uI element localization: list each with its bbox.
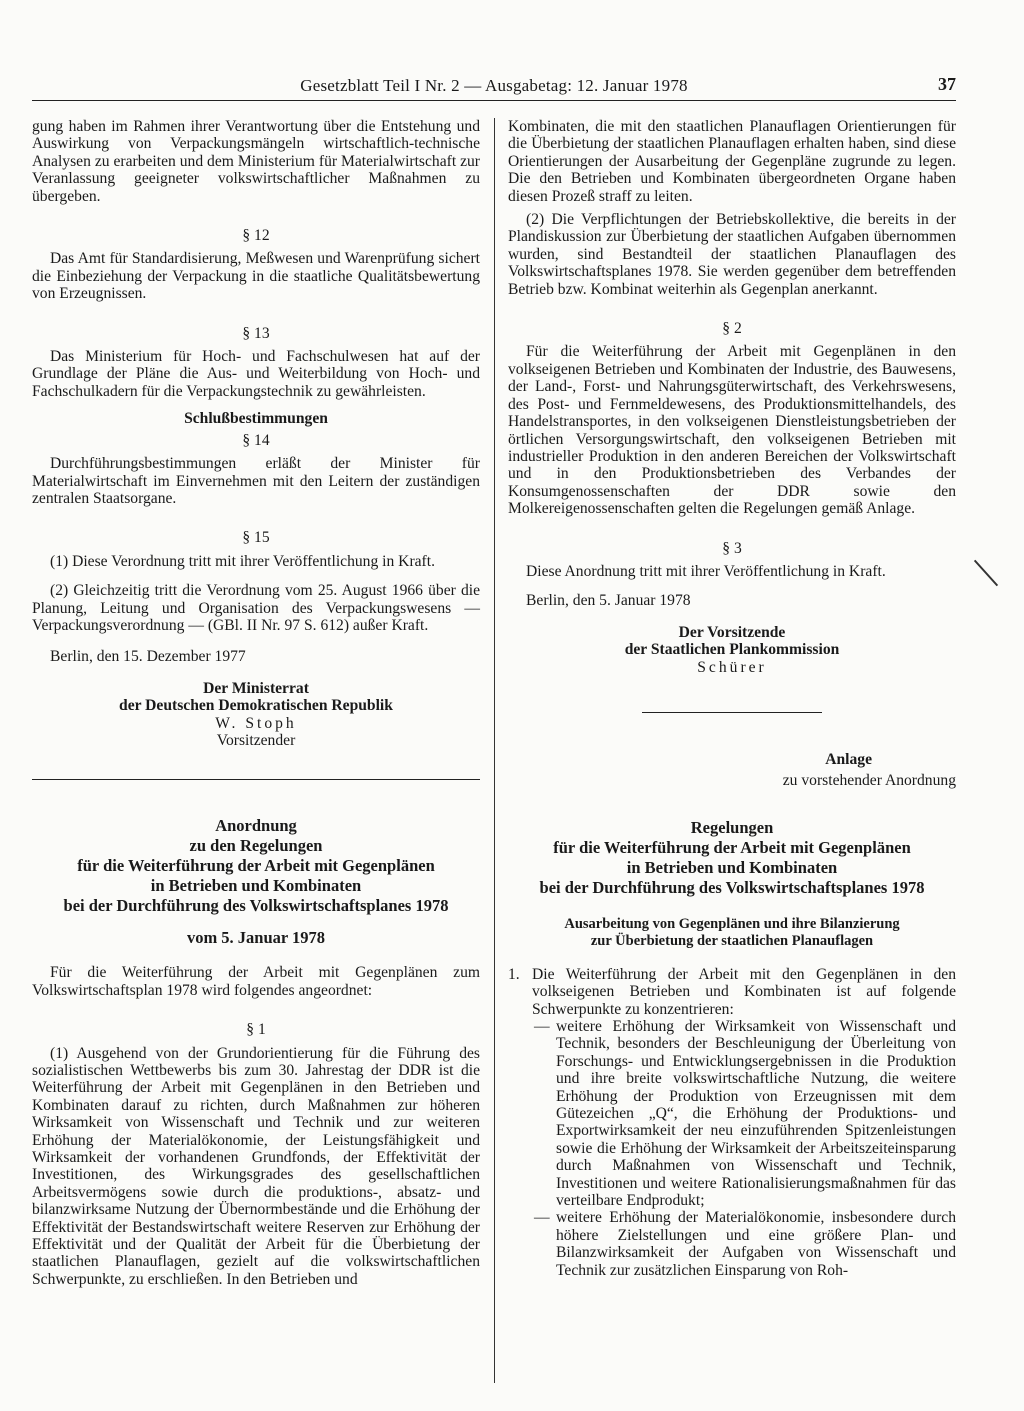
item-1-text: Die Weiterführung der Arbeit mit den Gegenplänen in den volkseigenen Betrieben und Kombinaten ist auf folgende Schwerpunkte zu konzentrieren: xyxy=(532,965,956,1018)
ordinance-date: vom 5. Januar 1978 xyxy=(186,928,326,948)
intro-paragraph: gung haben im Rahmen ihrer Verantwortung über die Entstehung und Auswirkung von Verpackungsmängeln wirtschaftlich-technische Analysen zu erarbeiten und dem Ministerium für Materialwirtschaft zur Veranlassung geeigneter volkswirtschaftlicher Maßnahmen zu übergeben. xyxy=(32,118,480,205)
header-title: Gesetzblatt Teil I Nr. 2 — Ausgabetag: 12. Januar 1978 xyxy=(300,76,688,95)
section-2-text: Für die Weiterführung der Arbeit mit Gegenplänen in den volkseigenen Betrieben und Kombinaten der Industrie, des Bauwesens, der Land-, Forst- und Nahrungsgüterwirtschaft, des Verkehrswesens, des Post- und Fernmeldewesens, des Produktionsmittelhandels, des Handelstransportes, in den volkseigenen Dienstleistungsbetrieben der örtlichen Versorgungswirtschaft, den volkseigenen Betrieben mit industrieller Produktion in den anderen Bereichen der Volkswirtschaft und in den Produktionsbetrieben des Verbandes der Konsumgenossenschaften der DDR sowie den Molkereigenossenschaften gelten die Regelungen gemäß Anlage. xyxy=(508,343,956,518)
list-item: — weitere Erhöhung der Wirksamkeit von Wissenschaft und Technik, besonders der Beschleunigung der Überleitung von Forschungs- und Entwicklungsergebnissen in die Produktion und ihre breite volkswirtschaftliche Nutzung, die weitere Erhöhung der Produktion von Erzeugnissen mit dem Gütezeichen „Q“, die Erhöhung der Produktions- und Exportwirksamkeit der neu einzuführenden Spitzenleistungen sowie die Erhöhung der Wirksamkeit der Arbeitszeiteinsparung durch Maßnahmen von Wissenschaft und Technik, Investitionen und weitere Rationalisierungsmaßnahmen für das verteilbare Endprodukt; xyxy=(528,1018,956,1209)
signature-name: W. Stoph xyxy=(215,714,297,732)
section-14-heading: § 14 xyxy=(242,431,270,449)
continued-paragraph: Kombinaten, die mit den staatlichen Planauflagen Orientierungen für die Überbietung der staatlichen Planauflagen erhalten haben, sind diese Orientierungen der Ausarbeitung der Gegenpläne zugrunde zu legen. Die den Betrieben und Kombinaten übergeordneten Organe haben diesen Prozeß straff zu leiten. xyxy=(508,118,956,205)
section-13-text: Das Ministerium für Hoch- und Fachschulwesen hat auf der Grundlage der Pläne die Aus- und Weiterbildung von Hoch- und Fachschulkadern für die Verpackungstechnik zu gewährleisten. xyxy=(32,348,480,400)
page-header xyxy=(32,74,956,101)
subheading-line-1: Ausarbeitung von Gegenplänen und ihre Bilanzierung xyxy=(564,915,900,932)
annex-subtitle: zu vorstehender Anordnung xyxy=(782,772,956,790)
section-1-paragraph-2: (2) Die Verpflichtungen der Betriebskollektive, die bereits in der Plandiskussion zur Überbietung der staatlichen Aufgaben übernommen wurden, sind Bestandteil der staatlichen Planauflagen des Volkswirtschaftsplanes 1978. Sie werden gegenüber dem betreffenden Betrieb bzw. Kombinat weiterhin als Gegenplan anerkannt. xyxy=(508,211,956,298)
subheading xyxy=(508,916,956,950)
signature2-line-2: der Staatlichen Plankommission xyxy=(624,641,840,659)
section-12-text: Das Amt für Standardisierung, Meßwesen und Warenprüfung sichert die Einbeziehung der Verpackung in die staatliche Qualitätsbewertung von Erzeugnissen. xyxy=(32,250,480,303)
ordinance-title-line-2: zu den Regelungen xyxy=(189,836,323,856)
final-provisions-heading: Schlußbestimmungen xyxy=(184,410,328,428)
section-1-paragraph-1: (1) Ausgehend von der Grundorientierung für die Führung des sozialistischen Wettbewerbs bis zum 30. Jahrestag der DDR ist die Weiterführung der Arbeit mit Gegenplänen in den Betrieben und Kombinaten darauf zu richten, durch Maßnahmen zur höheren Wirksamkeit von Wissenschaft und Technik und zur weiteren Erhöhung der Materialökonomie, der Leistungsfähigkeit und Wirksamkeit der vorhandenen Grundfonds, der Effektivität der Investitionen, des Wirkungsgrades des gesellschaftlichen Arbeitsvermögens sowie durch die produktions-, absatz- und bilanzwirksame Nutzung der Übernormbestände und die Erhöhung der Effektivität der Bestandswirtschaft weitere Reserven zur Erhöhung der Effektivität und der Qualität der Arbeit für die Überbietung der staatlichen Planauflagen, gezielt auf die volkswirtschaftlichen Schwerpunkte, zu erschließen. In den Betrieben und xyxy=(32,1044,480,1288)
annex-label: Anlage xyxy=(825,750,872,768)
section-2-heading: § 2 xyxy=(722,320,742,338)
numbered-item-1 xyxy=(508,966,956,1018)
signature2-line-1: Der Vorsitzende xyxy=(678,623,786,641)
section-13-heading: § 13 xyxy=(242,324,270,342)
page-number: 37 xyxy=(938,74,956,94)
signature2-name: Schürer xyxy=(697,658,767,676)
section-3-text: Diese Anordnung tritt mit ihrer Veröffentlichung in Kraft. xyxy=(526,562,886,580)
ordinance-title-line-5: bei der Durchführung des Volkswirtschaftsplanes 1978 xyxy=(63,896,449,916)
right-column xyxy=(508,118,956,1279)
list-item: — weitere Erhöhung der Materialökonomie, insbesondere durch höhere Zielstellungen und eine größere Plan- und Bilanzwirksamkeit der Aufgaben von Wissenschaft und Technik zur zusätzlichen Einsparung von Roh- xyxy=(528,1209,956,1279)
left-column xyxy=(32,118,480,1288)
place-date-1977: Berlin, den 15. Dezember 1977 xyxy=(50,648,246,666)
signature-role: Vorsitzender xyxy=(216,731,296,749)
ordinance-title-line-3: für die Weiterführung der Arbeit mit Gegenplänen xyxy=(77,856,435,876)
preamble: Für die Weiterführung der Arbeit mit Gegenplänen zum Volkswirtschaftsplan 1978 wird folgendes angeordnet: xyxy=(32,964,480,999)
ordinance-title-line-4: in Betrieben und Kombinaten xyxy=(150,876,362,896)
section-15-paragraph-1: (1) Diese Verordnung tritt mit ihrer Veröffentlichung in Kraft. xyxy=(50,552,435,570)
ordinance-title-line-1: Anordnung xyxy=(215,816,297,836)
signature-body-line-1: Der Ministerrat xyxy=(203,679,309,697)
section-3-heading: § 3 xyxy=(722,539,742,557)
section-14-text: Durchführungsbestimmungen erläßt der Minister für Materialwirtschaft im Einvernehmen mit den Leitern der zuständigen zentralen Staatsorgane. xyxy=(32,455,480,507)
item-number: 1. xyxy=(508,965,520,983)
column-separator xyxy=(494,118,495,1383)
focus-list xyxy=(528,1018,956,1279)
regulations-title-line-3: in Betrieben und Kombinaten xyxy=(626,857,838,877)
section-15-heading: § 15 xyxy=(242,529,270,547)
section-15-paragraph-2: (2) Gleichzeitig tritt die Verordnung vom 25. August 1966 über die Planung, Leitung und Organisation des Verpackungswesens — Verpackungsverordnung — (GBl. II Nr. 97 S. 612) außer Kraft. xyxy=(32,582,480,634)
margin-stroke xyxy=(974,560,998,587)
subheading-line-2: zur Überbietung der staatlichen Planauflagen xyxy=(590,932,874,949)
regulations-title xyxy=(508,818,956,898)
signature-body-line-2: der Deutschen Demokratischen Republik xyxy=(119,697,393,715)
regulations-title-line-4: bei der Durchführung des Volkswirtschaftsplanes 1978 xyxy=(539,877,925,897)
place-date-1978: Berlin, den 5. Januar 1978 xyxy=(526,592,691,610)
section-1-heading: § 1 xyxy=(246,1021,266,1039)
regulations-title-line-2: für die Weiterführung der Arbeit mit Gegenplänen xyxy=(553,837,911,857)
regulations-title-line-1: Regelungen xyxy=(690,817,774,837)
section-12-heading: § 12 xyxy=(242,227,270,245)
ordinance-title xyxy=(32,816,480,948)
